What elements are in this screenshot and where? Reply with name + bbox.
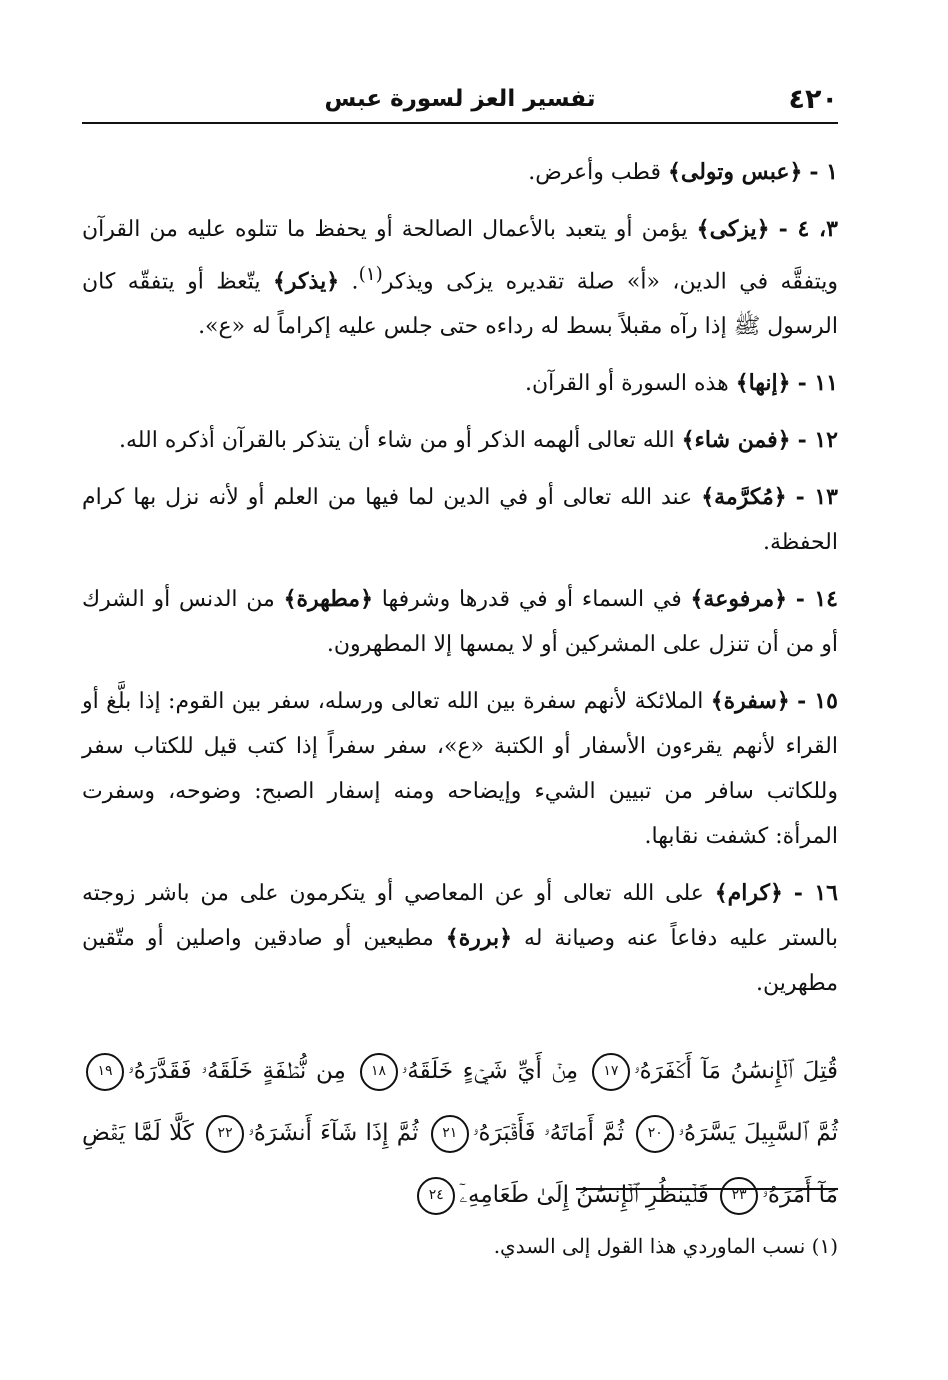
verse-number-marker: ٢٢ [206,1115,244,1153]
footnote-divider [576,1188,838,1190]
quoted-verse-word: ﴿يذكر﴾ [273,268,340,295]
verse-text: كَلَّا لَمَّا يَقۡضِ مَآ أَمَرَهُۥ [82,1120,838,1208]
commentary-text: يتّعظ أو يتفقّه كان الرسول ﷺ إذا رآه مقبلاً بسط له رداءه حتى جلس عليه إكراماً له «ع». [82,269,838,340]
commentary-entry [82,871,838,1006]
commentary-text: الملائكة لأنهم سفرة بين الله تعالى ورسله، سفر بين القوم: إذا بلَّغ أو القراء لأنهم يقرءون الأسفار أو الكتبة «ع»، سفر سفراً إذا كتب قيل للكتاب سفر وللكاتب سافر من تبيين الشيء وإيضاحه ومنه إسفار الصبح: وضوحه، وسفرت المرأة: كشفت نقابها. [82,689,838,850]
quoted-verse-word: ﴿كرام﴾ [714,880,783,907]
verse-text: ثُمَّ أَمَاتَهُۥ فَأَقۡبَرَهُۥ [472,1120,624,1146]
footnote [82,1234,838,1258]
verse-number-marker: ١٨ [360,1053,398,1091]
verse-number-marker: ٢٠ [636,1115,674,1153]
commentary-text: في السماء أو في قدرها وشرفها [372,587,691,613]
footnote-number: (١) [811,1234,838,1258]
quoted-verse-word: ﴿بررة﴾ [445,925,512,952]
commentary-body [82,150,838,1018]
verse-text: ثُمَّ إِذَا شَآءَ أَنشَرَهُۥ [248,1120,419,1146]
running-title: تفسير العز لسورة عبس [324,86,596,112]
quoted-verse-word: ﴿مطهرة﴾ [283,586,373,613]
book-page [82,72,838,1362]
verse-number-marker: ١٧ [592,1053,630,1091]
commentary-text: الله تعالى ألهمه الذكر أو من شاء أن يتذكر بالقرآن أذكره الله. [118,428,682,454]
commentary-entry [82,577,838,667]
verse-number-marker: ١٩ [86,1053,124,1091]
commentary-text: عند الله تعالى أو في الدين لما فيها من العلم أو لأنه نزل بها كرام الحفظة. [82,485,838,556]
commentary-text: مطيعين أو صادقين واصلين أو متّقين مطهرين. [82,926,838,997]
commentary-entry [82,361,838,406]
commentary-text: . [339,269,359,295]
commentary-text: قطب وأعرض. [528,160,668,185]
verse-text: مِنۡ أَيِّ شَيۡءٍ خَلَقَهُۥ [401,1058,579,1084]
commentary-text: يؤمن أو يتعبد بالأعمال الصالحة أو يحفظ ما تتلوه عليه من القرآن ويتفقَّه في الدين، «أ» صلة تقديره يزكى ويذكر [82,217,838,295]
verse-reference-number: ١٤ - [795,586,838,613]
verse-text: قُتِلَ ٱلۡإِنسَٰنُ مَآ أَكۡفَرَهُۥ [633,1058,839,1084]
commentary-entry [82,475,838,565]
page-number: ٤٢٠ [788,84,838,115]
verse-number-marker: ٢١ [431,1115,469,1153]
quoted-verse-word: ﴿مُكرَّمة﴾ [701,484,787,511]
verse-number-marker: ٢٤ [417,1177,455,1215]
verse-reference-number: ١١ - [797,370,838,397]
verse-reference-number: ١٢ - [797,427,838,454]
verse-text: مِن نُّطۡفَةٍ خَلَقَهُۥ فَقَدَّرَهُۥ [128,1058,346,1084]
page-header [82,72,838,124]
commentary-text: هذه السورة أو القرآن. [525,371,736,397]
quoted-verse-word: ﴿عبس وتولى﴾ [667,159,803,185]
verse-text: فَلۡيَنظُرِ ٱلۡإِنسَٰنُ إِلَىٰ طَعَامِهِۦٓ [459,1182,709,1208]
commentary-entry [82,207,838,349]
quoted-verse-word: ﴿إنها﴾ [735,370,791,397]
quoted-verse-word: ﴿فمن شاء﴾ [681,427,791,454]
verse-reference-number: ٣، ٤ - [778,216,838,242]
verse-reference-number: ١٣ - [795,484,838,511]
commentary-entry [82,418,838,463]
commentary-entry [82,150,838,195]
verse-reference-number: ١ - [809,159,838,185]
verse-number-marker: ٢٣ [720,1177,758,1215]
quoted-verse-word: ﴿يزكى﴾ [696,216,770,242]
commentary-entry [82,679,838,859]
verse-reference-number: ١٦ - [793,880,838,907]
verse-text: ثُمَّ ٱلسَّبِيلَ يَسَّرَهُۥ [678,1120,839,1146]
footnote-marker: (١) [358,264,383,285]
quoted-verse-word: ﴿مرفوعة﴾ [690,586,788,613]
quoted-verse-word: ﴿سفرة﴾ [710,688,790,715]
quran-verses-block [82,1040,838,1226]
verse-reference-number: ١٥ - [797,688,838,715]
commentary-text: على الله تعالى أو عن المعاصي أو يتكرمون على من باشر زوجته بالستر عليه دفاعاً عنه وصيانة له [82,881,838,952]
commentary-text: من الدنس أو الشرك أو من أن تنزل على المشركين أو لا يمسها إلا المطهرون. [82,587,838,658]
footnote-text: نسب الماوردي هذا القول إلى السدي. [493,1234,806,1258]
